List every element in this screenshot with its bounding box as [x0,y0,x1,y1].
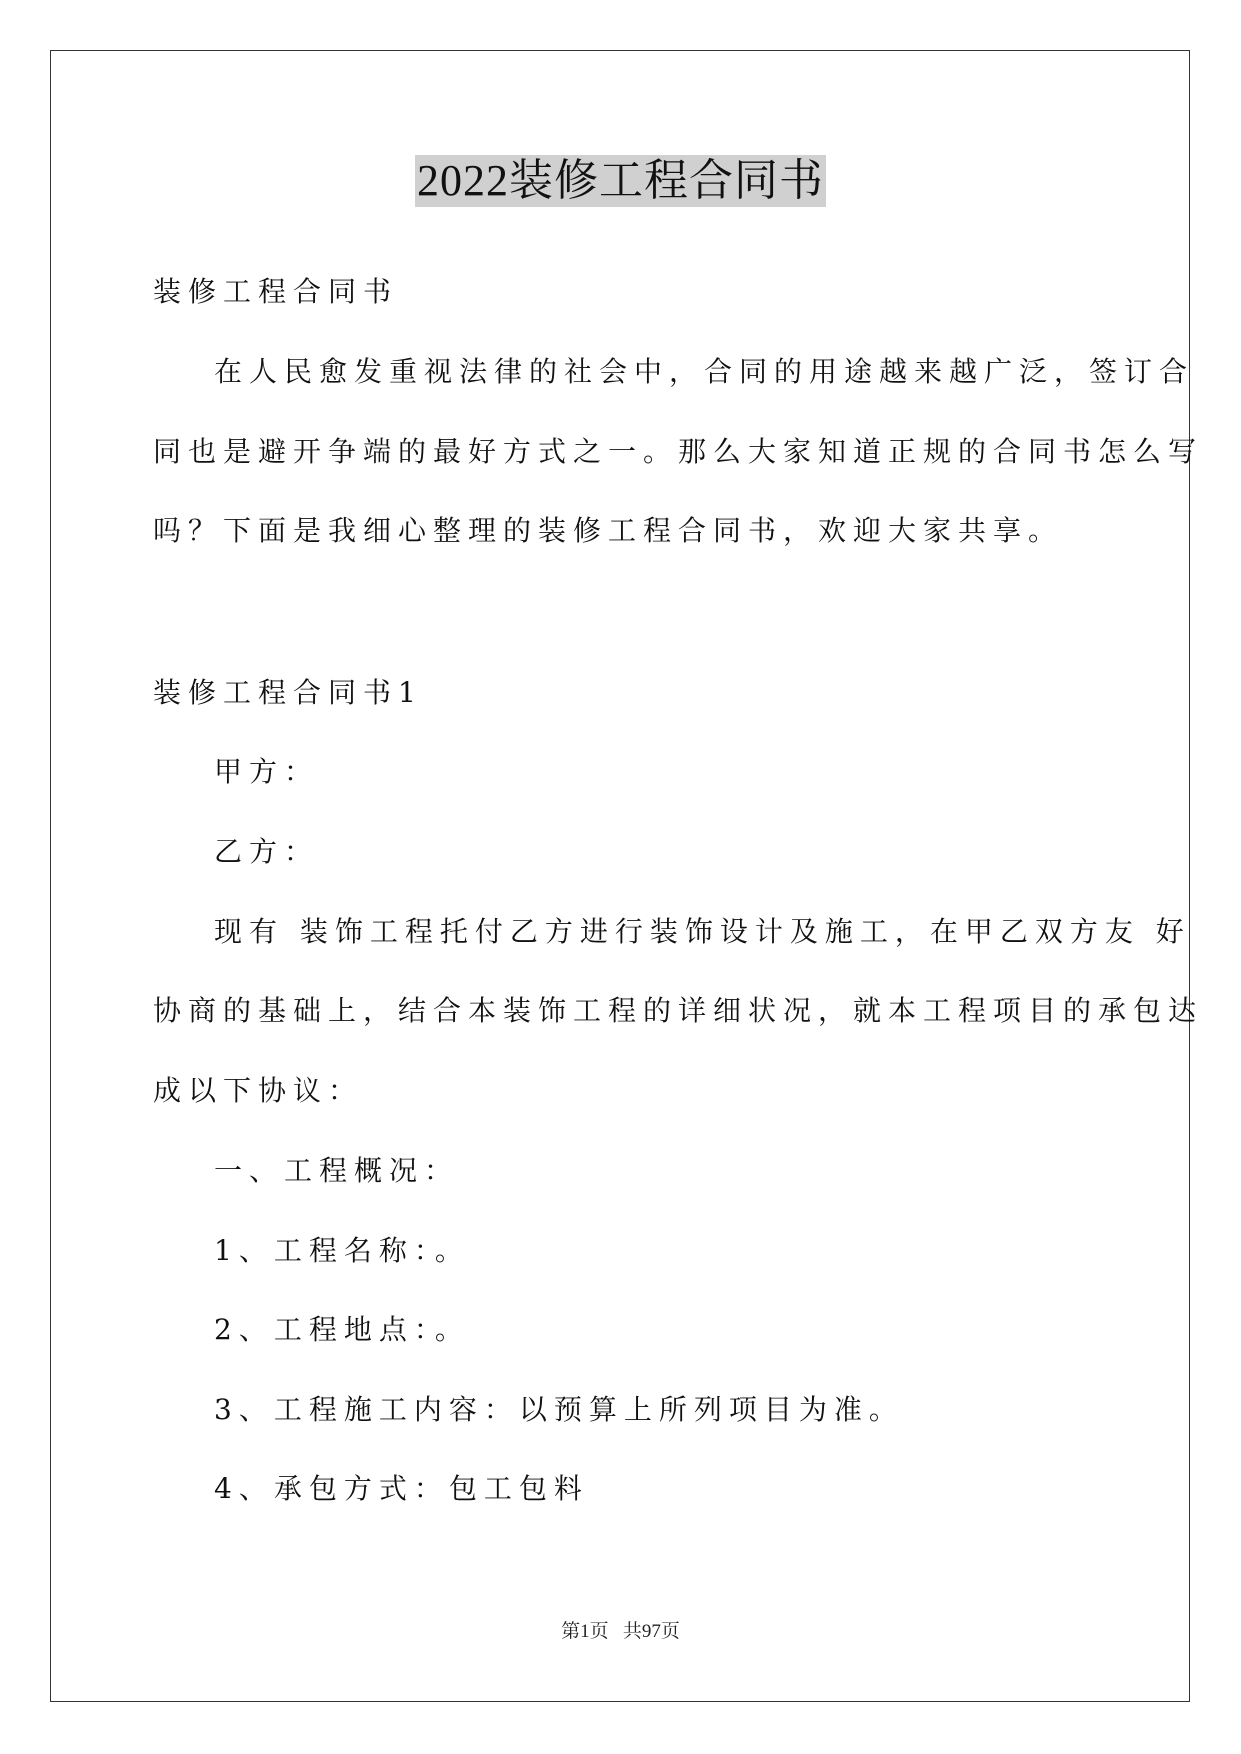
section-heading-intro: 装修工程合同书 [153,275,399,308]
party-a-label: 甲方： [214,755,320,788]
paragraph-line: 吗？下面是我细心整理的装修工程合同书，欢迎大家共享。 [153,514,1064,547]
paragraph-line: 成以下协议： [153,1074,364,1107]
clause-item: 3、工程施工内容：以预算上所列项目为准。 [214,1393,904,1426]
page-number-footer: 第1页 共97页 [561,1621,680,1642]
paragraph-line: 协商的基础上，结合本装饰工程的详细状况，就本工程项目的承包达 [153,994,1204,1027]
paragraph-line: 在人民愈发重视法律的社会中，合同的用途越来越广泛，签订合 [214,355,1195,388]
paragraph-line: 同也是避开争端的最好方式之一。那么大家知道正规的合同书怎么写 [153,435,1204,468]
party-b-label: 乙方： [214,835,320,868]
clause-item: 4、承包方式：包工包料 [214,1472,589,1505]
document-title-text: 2022装修工程合同书 [417,156,824,205]
section-heading-contract-1: 装修工程合同书1 [153,676,423,709]
clause-heading: 一、工程概况： [214,1154,460,1187]
clause-item: 2、工程地点：。 [214,1313,470,1346]
clause-item: 1、工程名称：。 [214,1234,470,1267]
document-title [0,155,1241,207]
paragraph-line: 现有 装饰工程托付乙方进行装饰设计及施工，在甲乙双方友 好 [214,915,1191,948]
